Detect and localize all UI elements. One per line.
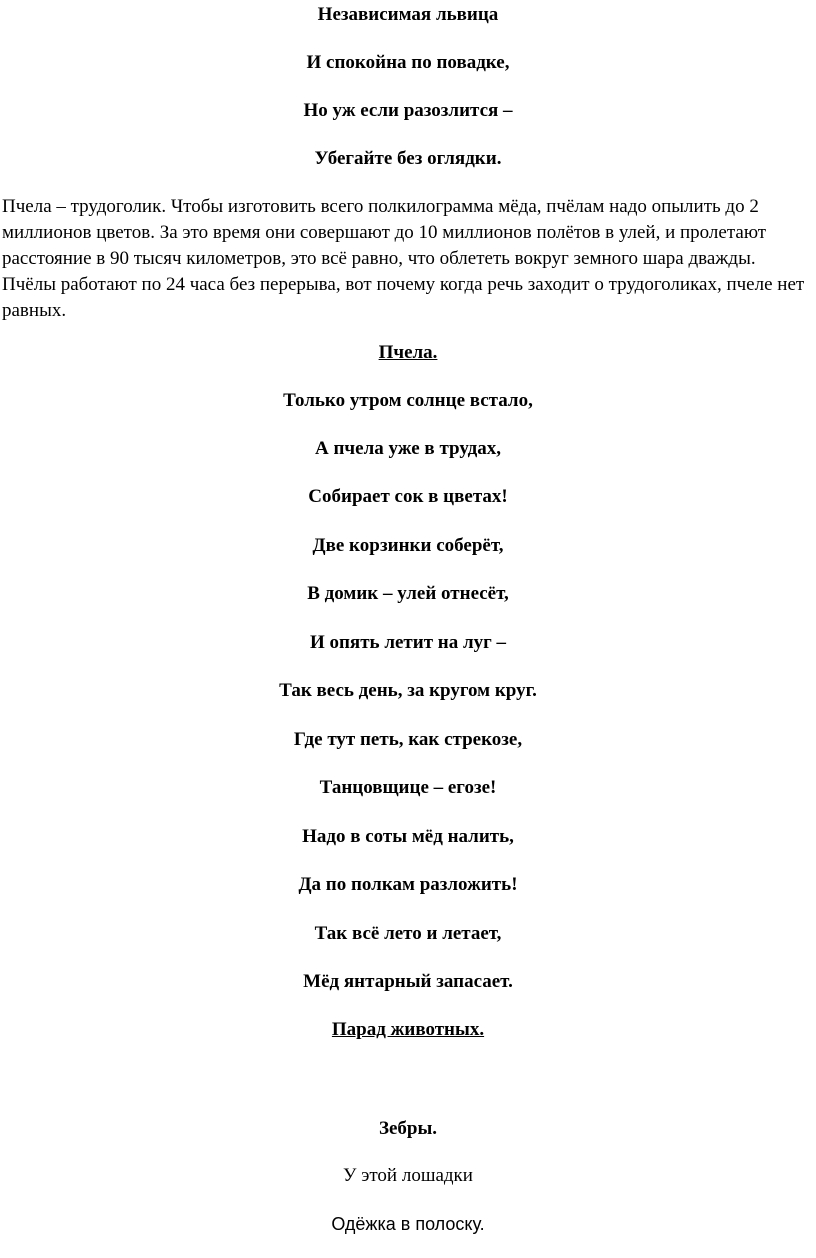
parade-title: Парад животных. <box>331 1019 485 1040</box>
bee-poem-line-7: Так весь день, за кругом круг. <box>279 680 537 701</box>
bee-poem-line-2: А пчела уже в трудах, <box>315 438 501 459</box>
bee-paragraph: Пчела – трудоголик. Чтобы изготовить всего полкилограмма мёда, пчёлам надо опылить до 2 миллионов цветов. За это время они совершают до 10 миллионов полётов в улей, и пролетают расстояние в 90 тысяч километров, это всё равно, что облететь вокруг земного шара дважды. Пчёлы работают по 24 часа без перерыва, вот почему когда речь заходит о трудоголиках, пчеле нет равных. <box>2 196 805 321</box>
bee-poem-line-8: Где тут петь, как стрекозе, <box>293 729 523 750</box>
bee-poem-title: Пчела. <box>378 342 438 363</box>
bee-poem-line-6: И опять летит на луг – <box>309 632 507 653</box>
zebra-line-2: Одёжка в полоску. <box>331 1214 485 1234</box>
bee-poem-line-13: Мёд янтарный запасает. <box>303 971 513 992</box>
bee-poem-line-9: Танцовщице – егозе! <box>319 777 497 798</box>
bee-poem-line-11: Да по полкам разложить! <box>298 874 518 895</box>
zebra-line-1: У этой лошадки <box>343 1165 473 1186</box>
bee-poem-line-12: Так всё лето и летает, <box>314 923 502 944</box>
bee-poem-line-5: В домик – улей отнесёт, <box>307 583 509 604</box>
bee-poem-line-4: Две корзинки соберёт, <box>312 535 504 556</box>
bee-poem-line-3: Собирает сок в цветах! <box>308 486 508 507</box>
lion-poem-line-1: Независимая львица <box>317 4 499 25</box>
bee-poem-line-10: Надо в соты мёд налить, <box>302 826 514 847</box>
zebra-title: Зебры. <box>378 1118 438 1139</box>
lion-poem-line-4: Убегайте без оглядки. <box>314 148 502 169</box>
lion-poem-line-2: И спокойна по повадке, <box>306 52 510 73</box>
bee-poem-line-1: Только утром солнце встало, <box>283 390 533 411</box>
lion-poem-line-3: Но уж если разозлится – <box>303 100 513 121</box>
